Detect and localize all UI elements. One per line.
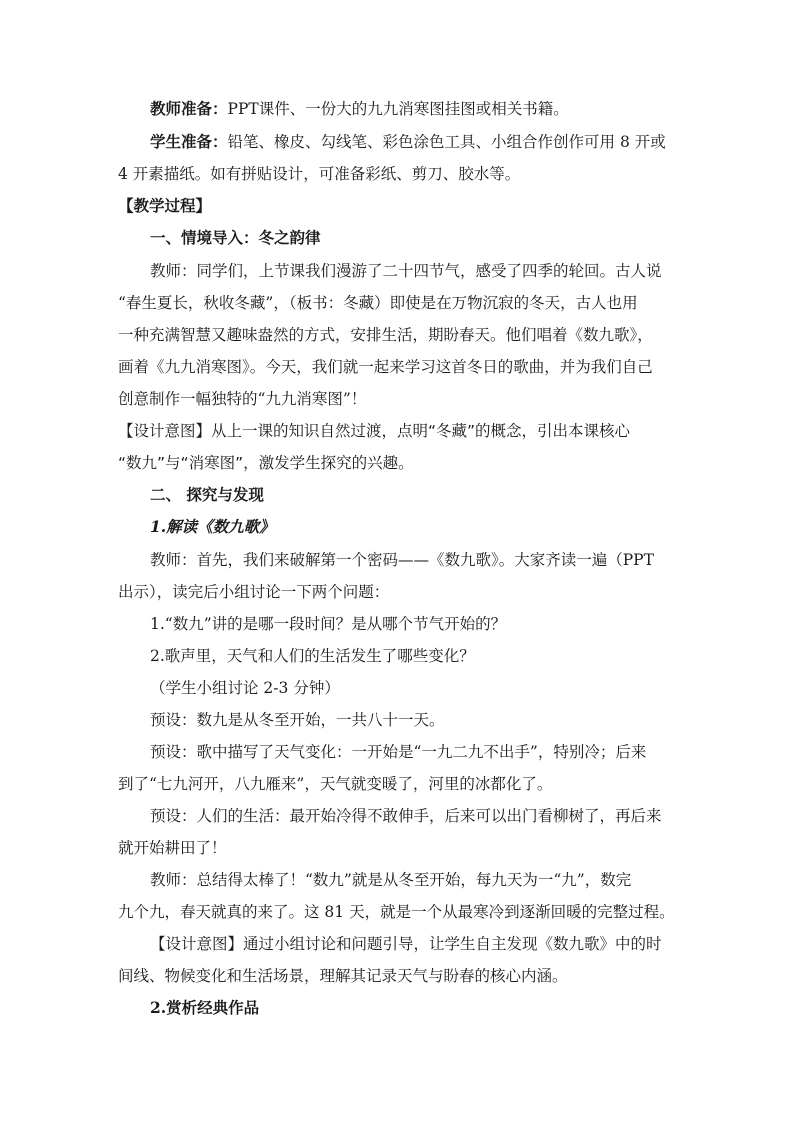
subsection-2-heading: 2.赏析经典作品 xyxy=(150,998,260,1017)
teaching-process-heading: 【教学过程】 xyxy=(118,196,212,215)
preset-answer: 预设：数九是从冬至开始，一共八十一天。 xyxy=(150,711,445,729)
section1-design-intent-cont: “数九”与“消寒图”，激发学生探究的兴趣。 xyxy=(118,454,414,472)
section2-design-intent: 【设计意图】通过小组讨论和问题引导，让学生自主发现《数九歌》中的时 xyxy=(150,935,662,953)
discussion-note: （学生小组讨论 2-3 分钟） xyxy=(150,679,340,697)
student-prep-text-cont: 4 开素描纸。如有拼贴设计，可准备彩纸、剪刀、胶水等。 xyxy=(118,165,521,183)
section1-paragraph-line: 一种充满智慧又趣味盎然的方式，安排生活，期盼春天。他们唱着《数九歌》， xyxy=(118,326,653,344)
preset-answer: 预设：歌中描写了天气变化：一开始是“一九二九不出手”，特别冷；后来 xyxy=(150,743,647,761)
section1-paragraph-line: 创意制作一幅独特的“九九消寒图”！ xyxy=(118,390,367,408)
section2-heading: 二、 探究与发现 xyxy=(150,485,264,504)
section1-paragraph-line: 画着《九九消寒图》。今天，我们就一起来学习这首冬日的歌曲，并为我们自己 xyxy=(118,358,653,376)
student-prep-text: 铅笔、橡皮、勾线笔、彩色涂色工具、小组合作创作可用 8 开或 xyxy=(227,133,666,151)
teacher-question-line: 出示），读完后小组讨论一下两个问题： xyxy=(118,583,390,601)
teacher-summary-cont: 九个九，春天就真的来了。这 81 天，就是一个从最寒冷到逐渐回暖的完整过程。 xyxy=(118,903,675,921)
subsection-1-heading: 1.解读《数九歌》 xyxy=(150,517,275,536)
section1-heading: 一、情境导入：冬之韵律 xyxy=(150,228,321,247)
preset-answer-cont: 就开始耕田了！ xyxy=(118,839,227,857)
teacher-question-line: 教师：首先，我们来破解第一个密码——《数九歌》。大家齐读一遍（PPT xyxy=(150,551,654,569)
student-prep-line xyxy=(150,131,710,153)
section1-design-intent: 【设计意图】从上一课的知识自然过渡，点明“冬藏”的概念，引出本课核心 xyxy=(118,422,631,440)
preset-answer-cont: 到了“七九河开，八九雁来”，天气就变暖了，河里的冰都化了。 xyxy=(118,775,553,793)
preset-answer: 预设：人们的生活：最开始冷得不敢伸手，后来可以出门看柳树了，再后来 xyxy=(150,807,662,825)
section1-paragraph-line: “春生夏长，秋收冬藏”，（板书：冬藏）即使是在万物沉寂的冬天，古人也用 xyxy=(118,294,638,312)
question-1: 1.“数九”讲的是哪一段时间？是从哪个节气开始的？ xyxy=(150,615,507,633)
teacher-prep-text: PPT课件、一份大的九九消寒图挂图或相关书籍。 xyxy=(227,100,569,118)
teacher-prep-label: 教师准备： xyxy=(150,99,228,118)
question-2: 2.歌声里，天气和人们的生活发生了哪些变化？ xyxy=(150,647,475,665)
teacher-summary: 教师：总结得太棒了！“数九”就是从冬至开始，每九天为一“九”，数完 xyxy=(150,871,632,889)
student-prep-label: 学生准备： xyxy=(150,132,228,151)
section2-design-intent-cont: 间线、物候变化和生活场景，理解其记录天气与盼春的核心内涵。 xyxy=(118,967,568,985)
section1-paragraph-line: 教师：同学们，上节课我们漫游了二十四节气，感受了四季的轮回。古人说 xyxy=(150,262,662,280)
teacher-prep-line xyxy=(150,98,710,120)
